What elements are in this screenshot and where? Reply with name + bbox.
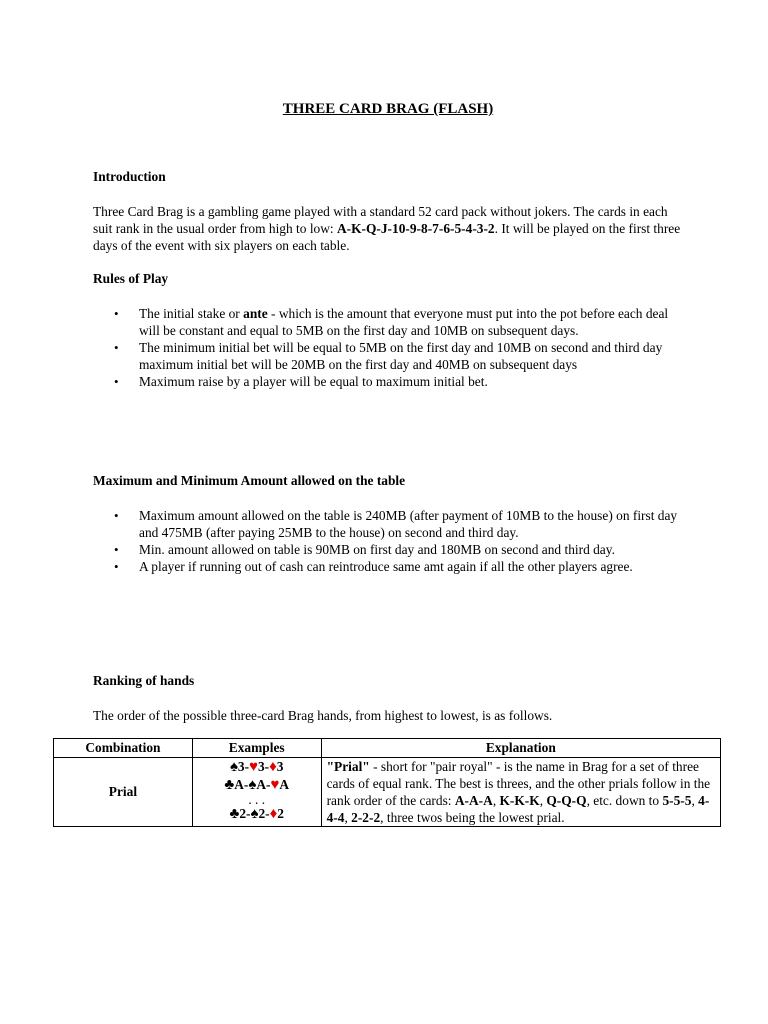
rules-item1-text: The initial stake or — [139, 306, 244, 321]
prial-example: A-A-A — [454, 793, 493, 808]
rules-list — [93, 305, 685, 390]
ante-term: ante — [243, 306, 268, 321]
explanation-text: , — [492, 793, 500, 808]
explanation-text: - short for "pair royal" - is the name in Brag for a set of three cards of equal rank. The best is threes, and the other prials follow in the rank order of the cards: — [326, 759, 711, 808]
examples-cell — [192, 758, 321, 827]
rules-item — [93, 305, 685, 339]
column-header-combination: Combination — [54, 739, 193, 758]
rules-item: • The minimum initial bet will be equal to 5MB on the first day and 10MB on second and third day maximum initial bet will be 20MB on the first day and 40MB on subsequent days — [93, 339, 685, 373]
table-header-row — [54, 739, 721, 758]
card-rank: 2 — [277, 806, 284, 821]
rules-item1-rest: - which is the amount that everyone must put into the pot before each deal will be constant and equal to 5MB on the first day and 10MB on subsequent days. — [139, 306, 669, 338]
diamond-icon: ♦ — [269, 759, 277, 775]
heart-icon: ♥ — [270, 777, 280, 793]
prial-example: K-K-K — [499, 793, 540, 808]
limits-list — [93, 507, 685, 575]
intro-text-after: . It will be played on the first three days of the event with six players on each table. — [93, 221, 681, 253]
rules-heading: Rules of Play — [93, 271, 169, 286]
limits-item: • Maximum amount allowed on the table is 240MB (after payment of 10MB to the house) on first day and 475MB (after paying 25MB to the house) on second and third day. — [93, 507, 685, 541]
club-icon: ♣ — [229, 806, 240, 822]
explanation-cell — [321, 758, 720, 827]
example-hand — [193, 805, 321, 823]
heart-icon: ♥ — [249, 759, 258, 775]
prial-example: 5-5-5 — [662, 793, 692, 808]
example-hand — [193, 758, 321, 776]
spade-icon: ♠ — [248, 777, 257, 793]
card-rank: A- — [234, 777, 249, 792]
intro-heading: Introduction — [93, 169, 166, 184]
prial-example: 2-2-2 — [351, 810, 381, 825]
prial-term: "Prial" — [326, 759, 370, 774]
card-rank: 3- — [257, 759, 270, 774]
document-title: THREE CARD BRAG (FLASH) — [282, 101, 494, 117]
limits-item: • A player if running out of cash can reintroduce same amt again if all the other players agree. — [93, 558, 685, 575]
prial-example: Q-Q-Q — [546, 793, 587, 808]
card-rank: 2- — [239, 806, 251, 821]
explanation-text: , — [344, 810, 352, 825]
spade-icon: ♠ — [250, 806, 259, 822]
card-rank: 3 — [276, 759, 284, 774]
ranking-intro: The order of the possible three-card Brag hands, from highest to lowest, is as follows. — [93, 708, 553, 723]
explanation-text: , — [539, 793, 547, 808]
rules-item: • Maximum raise by a player will be equal to maximum initial bet. — [93, 373, 685, 390]
rank-order: A-K-Q-J-10-9-8-7-6-5-4-3-2 — [336, 221, 495, 236]
column-header-explanation: Explanation — [321, 739, 720, 758]
club-icon: ♣ — [224, 777, 235, 793]
intro-paragraph — [93, 203, 685, 254]
prial-example: 4-4-4 — [326, 793, 710, 825]
intro-text-before: Three Card Brag is a gambling game played with a standard 52 card pack without jokers. The cards in each suit rank in the usual order from high to low: — [93, 204, 668, 236]
table-row — [54, 758, 721, 827]
limits-item: • Min. amount allowed on table is 90MB on first day and 180MB on second and third day. — [93, 541, 685, 558]
explanation-text: , three twos being the lowest prial. — [380, 810, 565, 825]
card-rank: A — [279, 777, 290, 792]
limits-heading: Maximum and Minimum Amount allowed on the table — [93, 473, 406, 488]
explanation-text: , etc. down to — [586, 793, 663, 808]
explanation-text: , — [691, 793, 699, 808]
card-rank: 3- — [237, 759, 250, 774]
card-rank: 2- — [258, 806, 270, 821]
column-header-examples: Examples — [192, 739, 321, 758]
combination-cell: Prial — [54, 758, 193, 827]
card-rank: A- — [256, 777, 271, 792]
ranking-table — [53, 738, 721, 827]
spade-icon: ♠ — [229, 759, 238, 775]
diamond-icon: ♦ — [269, 806, 278, 822]
ellipsis: . . . — [248, 792, 266, 807]
ranking-heading: Ranking of hands — [93, 673, 195, 688]
